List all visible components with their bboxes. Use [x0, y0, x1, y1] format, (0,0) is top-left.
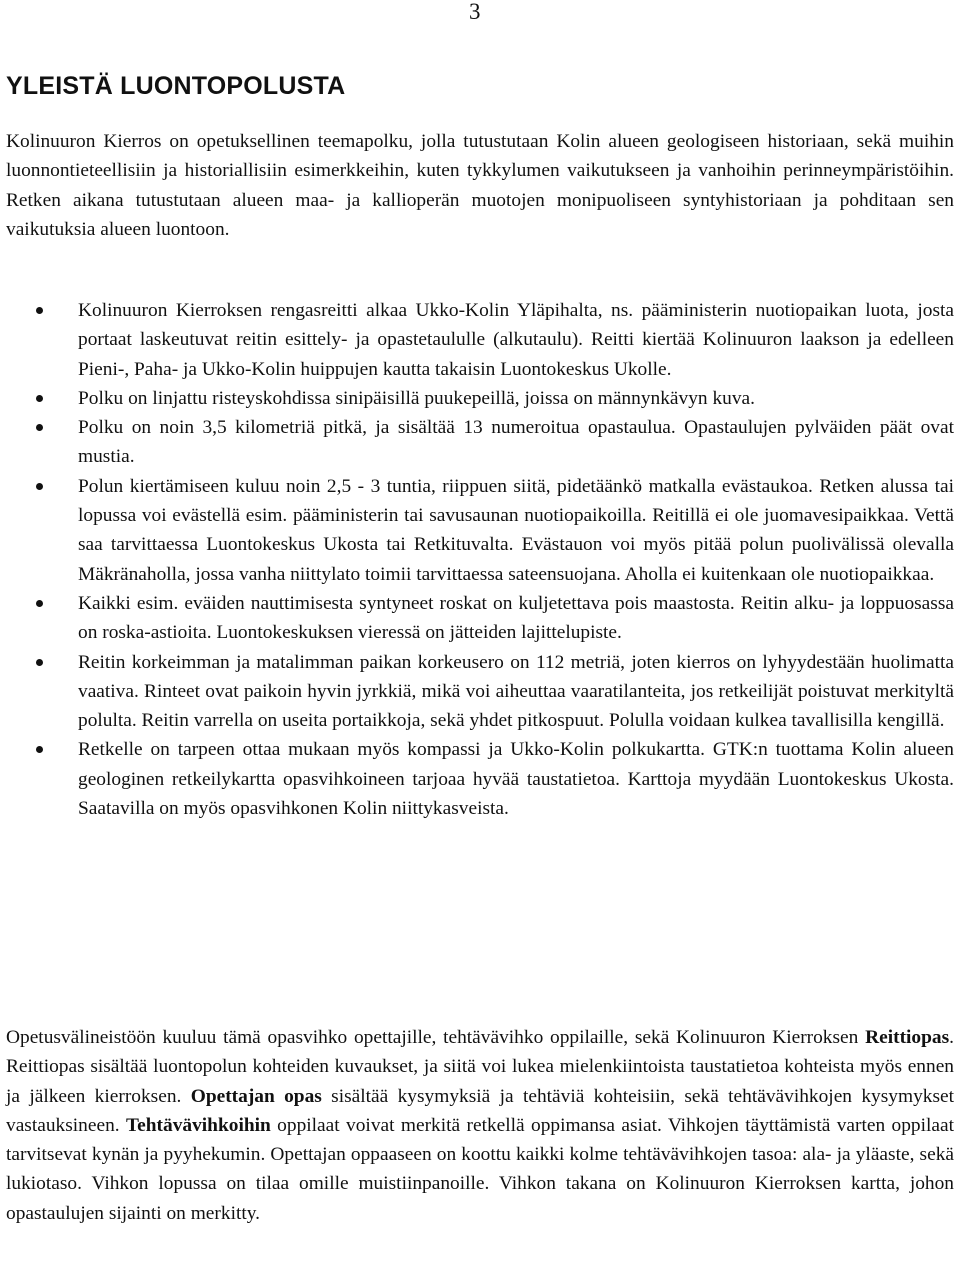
closing-text: oppilaat voivat merkitä retkellä oppimansa asiat. Vihkojen täyttämistä varten oppilaat tarvitsevat kynän ja pyyhekumin. Opettajan oppaaseen on koottu kaikki kolme tehtävävihkojen tasoa: ala- ja yläaste, sekä lukiotaso. Vihkon lopussa on tilaa omille muistiinpanoille. Vihkon takana on Kolinuuron Kierroksen kartta, johon opastaulujen sijainti on merkitty.: [6, 1114, 955, 1224]
bullet-icon: [36, 483, 43, 490]
closing-text: sisältää kysymyksiä ja tehtäviä kohteisiin, sekä tehtävävihkojen kysymykset vastauksineen.: [6, 1085, 954, 1136]
reittiopas-term: Reittiopas: [865, 1027, 950, 1048]
list-item: [0, 735, 954, 823]
bullet-icon: [36, 424, 43, 431]
opettajan-opas-term: Opettajan opas: [190, 1085, 322, 1107]
closing-text: Opetusvälineistöön kuuluu tämä opasvihko opettajille, tehtävävihko oppilaille, sekä Kolinuuron Kierroksen: [6, 1027, 866, 1048]
bullet-icon: [36, 307, 43, 314]
bullet-icon: [36, 659, 43, 666]
list-item: [0, 472, 954, 589]
bullet-icon: [36, 746, 43, 753]
list-item-text: Kaikki esim. eväiden nauttimisesta syntyneet roskat on kuljetettava pois maastosta. Reitin alku- ja loppuosassa on roska-astioita. Luontokeskuksen vieressä on jätteiden lajittelupiste.: [78, 592, 954, 644]
page-title: YLEISTÄ LUONTOPOLUSTA: [6, 72, 346, 100]
list-item: [0, 296, 954, 384]
list-item: [0, 648, 954, 736]
bullet-icon: [36, 600, 43, 607]
list-item-text: Polku on linjattu risteyskohdissa sinipäisillä puukepeillä, joissa on männynkävyn kuva.: [78, 387, 755, 409]
intro-paragraph: Kolinuuron Kierros on opetuksellinen teemapolku, jolla tutustutaan Kolin alueen geologiseen historiaan, sekä muihin luonnontieteellisiin ja historiallisiin esimerkkeihin, kuten tykkylumen vaikutukseen ja vanhoihin perinneympäristöihin. Retken aikana tutustutaan alueen maa- ja kallioperän muotojen monipuoliseen syntyhistoriaan ja pohditaan sen vaikutuksia alueen luontoon.: [6, 131, 954, 240]
list-item-text: Kolinuuron Kierroksen rengasreitti alkaa Ukko-Kolin Yläpihalta, ns. pääministerin nuotiopaikan luota, josta portaat laskeutuvat reitin esittely- ja opastetaululle (alkutaulu). Reitti kiertää Kolinuuron laakson ja edelleen Pieni-, Paha- ja Ukko-Kolin huippujen kautta takaisin Luontokeskus Ukolle.: [78, 300, 954, 380]
closing-paragraph: [6, 1023, 954, 1228]
list-item-text: Polun kiertämiseen kuluu noin 2,5 - 3 tuntia, riippuen siitä, pidetäänkö matkalla evästaukoa. Retken alussa tai lopussa voi evästellä esim. pääministerin tai savusaunan nuotiopaikoilla. Reitillä ei ole juomavesipaikkaa. Vettä saa tarvittaessa Luontokeskus Ukosta tai Retkituvalta. Evästauon voi myös pitää polun puolivälissä olevalla Mäkränaholla, jossa vanha niittylato toimii tarvittaessa sateensuojana. Aholla ei kuitenkaan ole nuotiopaikkaa.: [78, 475, 954, 585]
bullet-icon: [36, 395, 43, 402]
list-item-text: Retkelle on tarpeen ottaa mukaan myös kompassi ja Ukko-Kolin polkukartta. GTK:n tuottama Kolin alueen geologinen retkeilykartta opasvihkoineen tarjoaa hyvää taustatietoa. Karttoja myydään Luontokeskus Ukosta. Saatavilla on myös opasvihkonen Kolin niittykasveista.: [78, 739, 954, 820]
page-number: 3: [469, 0, 481, 24]
list-item-text: Polku on noin 3,5 kilometriä pitkä, ja sisältää 13 numeroitua opastaulua. Opastaulujen pylväiden päät ovat mustia.: [78, 417, 954, 468]
list-item-text: Reitin korkeimman ja matalimman paikan korkeusero on 112 metriä, joten kierros on lyhyydestään huolimatta vaativa. Rinteet ovat paikoin hyvin jyrkkiä, mikä voi aiheuttaa vaaratilanteita, jos retkeilijät poistuvat merkityltä polulta. Reitin varrella on useita portaikkoja, sekä yhdet pitkospuut. Polulla voidaan kulkea tavallisilla kengillä.: [78, 651, 954, 732]
bullet-list: [0, 296, 960, 823]
closing-text: . Reittiopas sisältää luontopolun kohteiden kuvaukset, ja siitä voi lukea mielenkiintoista taustatietoa kohteista myös ennen ja jälkeen kierroksen.: [6, 1027, 954, 1107]
tehtavavihkoihin-term: Tehtävävihkoihin: [126, 1114, 271, 1136]
list-item: [0, 413, 954, 472]
list-item: [0, 589, 954, 648]
list-item: [0, 384, 954, 413]
